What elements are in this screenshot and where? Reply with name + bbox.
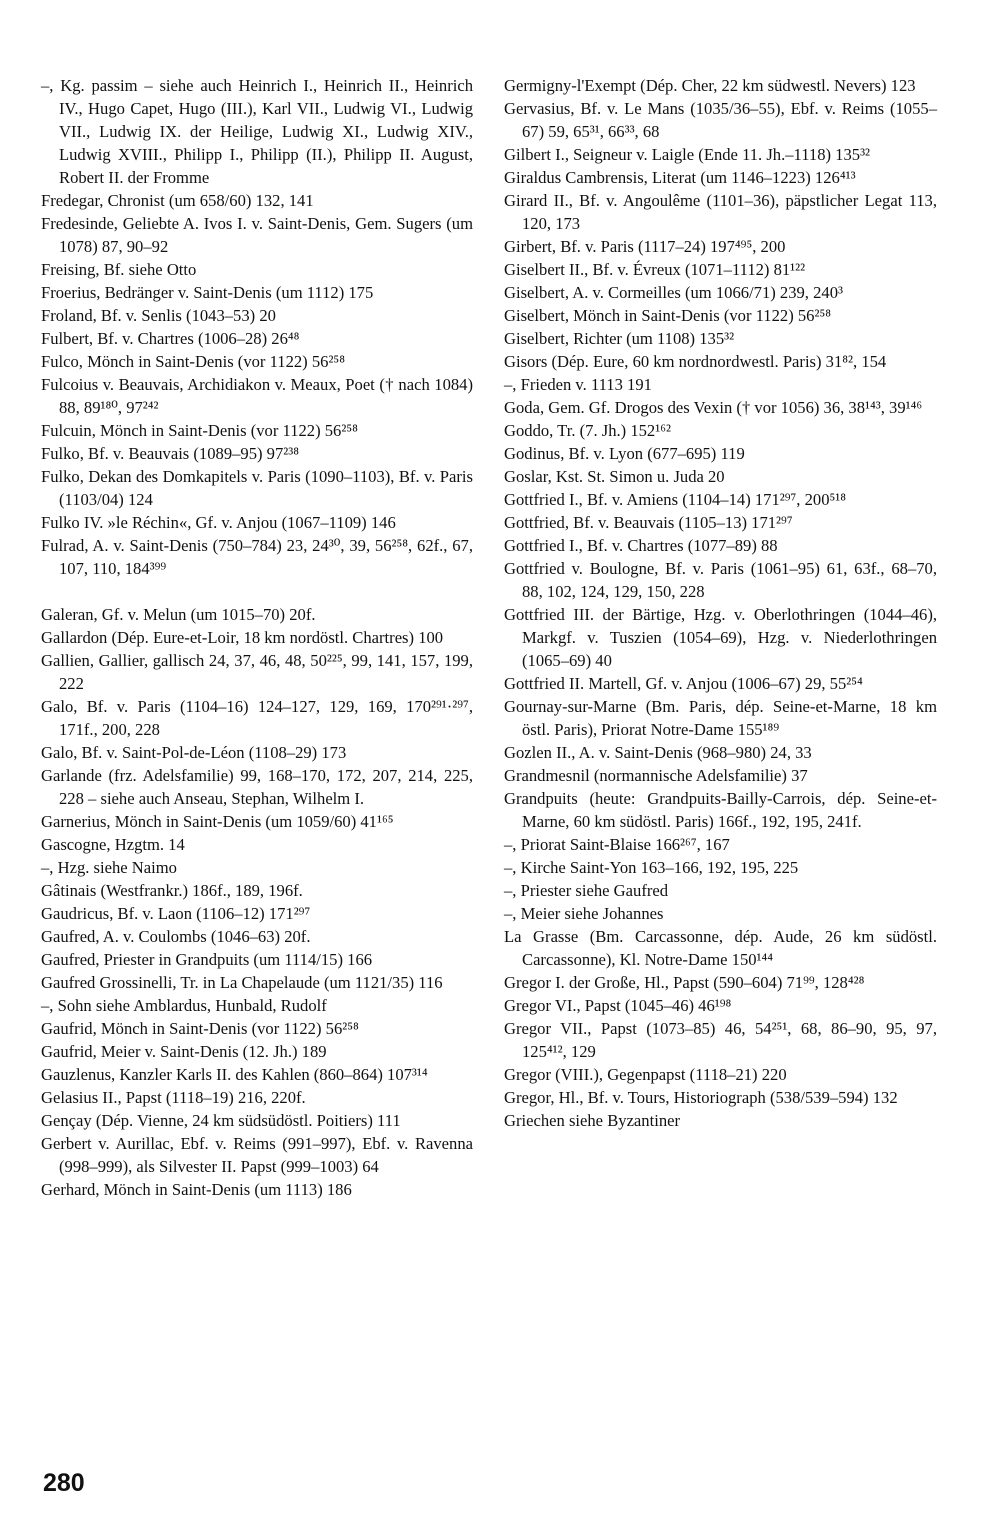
index-entry: Gregor VII., Papst (1073–85) 46, 54²⁵¹, 68, 86–90, 95, 97, 125⁴¹², 129 — [504, 1019, 937, 1061]
index-entry: Galo, Bf. v. Paris (1104–16) 124–127, 129, 169, 170²⁹¹·²⁹⁷, 171f., 200, 228 — [41, 697, 473, 739]
index-entry: Griechen siehe Byzantiner — [504, 1111, 681, 1130]
index-entry: Fulko IV. »le Réchin«, Gf. v. Anjou (1067–1109) 146 — [41, 513, 396, 532]
index-entry: Grandpuits (heute: Grandpuits-Bailly-Carrois, dép. Seine-et-Marne, 60 km südöstl. Paris) 166f., 192, 195, 241f. — [504, 789, 937, 831]
index-entry: Gençay (Dép. Vienne, 24 km südsüdöstl. Poitiers) 111 — [41, 1111, 401, 1130]
index-entry: Fulcoius v. Beauvais, Archidiakon v. Meaux, Poet († nach 1084) 88, 89¹⁸⁰, 97²⁴² — [41, 375, 473, 417]
index-entry: Fredegar, Chronist (um 658/60) 132, 141 — [41, 191, 314, 210]
index-entry: Giselbert, A. v. Cormeilles (um 1066/71) 239, 240³ — [504, 283, 843, 302]
index-entry: Gaufred Grossinelli, Tr. in La Chapelaude (um 1121/35) 116 — [41, 973, 443, 992]
index-entry: Godinus, Bf. v. Lyon (677–695) 119 — [504, 444, 745, 463]
index-entry: Gaudricus, Bf. v. Laon (1106–12) 171²⁹⁷ — [41, 904, 311, 923]
index-entry: Grandmesnil (normannische Adelsfamilie) 37 — [504, 766, 808, 785]
index-entry: La Grasse (Bm. Carcassonne, dép. Aude, 26 km südöstl. Carcassonne), Kl. Notre-Dame 150¹⁴⁴ — [504, 927, 937, 969]
index-entry: Fulrad, A. v. Saint-Denis (750–784) 23, 24³⁰, 39, 56²⁵⁸, 62f., 67, 107, 110, 184³⁹⁹ — [41, 536, 473, 578]
index-entry: –, Meier siehe Johannes — [504, 904, 664, 923]
index-entry: Gregor, Hl., Bf. v. Tours, Historiograph (538/539–594) 132 — [504, 1088, 898, 1107]
index-entry: Girard II., Bf. v. Angoulême (1101–36), päpstlicher Legat 113, 120, 173 — [504, 191, 937, 233]
index-entry: Gaufred, Priester in Grandpuits (um 1114/15) 166 — [41, 950, 373, 969]
index-entry: –, Hzg. siehe Naimo — [41, 858, 177, 877]
index-entry: Gottfried, Bf. v. Beauvais (1105–13) 171²⁹⁷ — [504, 513, 793, 532]
index-entry: Gournay-sur-Marne (Bm. Paris, dép. Seine-et-Marne, 18 km östl. Paris), Priorat Notre-Dame 155¹⁸⁹ — [504, 697, 937, 739]
index-entry: Galo, Bf. v. Saint-Pol-de-Léon (1108–29) 173 — [41, 743, 347, 762]
index-entry: Gisors (Dép. Eure, 60 km nordnordwestl. Paris) 31⁸², 154 — [504, 352, 887, 371]
index-entry: Goslar, Kst. St. Simon u. Juda 20 — [504, 467, 725, 486]
index-entry: Gerbert v. Aurillac, Ebf. v. Reims (991–997), Ebf. v. Ravenna (998–999), als Silvester II. Papst (999–1003) 64 — [41, 1134, 473, 1176]
index-entry: Garnerius, Mönch in Saint-Denis (um 1059/60) 41¹⁶⁵ — [41, 812, 394, 831]
index-entry: –, Frieden v. 1113 191 — [504, 375, 652, 394]
index-entry: Gallien, Gallier, gallisch 24, 37, 46, 48, 50²²⁵, 99, 141, 157, 199, 222 — [41, 651, 473, 693]
index-entry: Gascogne, Hzgtm. 14 — [41, 835, 185, 854]
index-entry: Germigny-l'Exempt (Dép. Cher, 22 km südwestl. Nevers) 123 — [504, 76, 916, 95]
index-entry: Goddo, Tr. (7. Jh.) 152¹⁶² — [504, 421, 671, 440]
index-entry: Garlande (frz. Adelsfamilie) 99, 168–170, 172, 207, 214, 225, 228 – siehe auch Anseau, Stephan, Wilhelm I. — [41, 766, 473, 808]
index-entry: Girbert, Bf. v. Paris (1117–24) 197⁴⁹⁵, 200 — [504, 237, 786, 256]
index-entry: Gilbert I., Seigneur v. Laigle (Ende 11. Jh.–1118) 135³² — [504, 145, 871, 164]
index-entry: Giselbert, Mönch in Saint-Denis (vor 1122) 56²⁵⁸ — [504, 306, 832, 325]
index-entry: –, Sohn siehe Amblardus, Hunbald, Rudolf — [41, 996, 327, 1015]
right-column — [504, 74, 937, 1132]
index-entry: Gozlen II., A. v. Saint-Denis (968–980) 24, 33 — [504, 743, 812, 762]
index-entry: Gallardon (Dép. Eure-et-Loir, 18 km nordöstl. Chartres) 100 — [41, 628, 444, 647]
index-entry: Froland, Bf. v. Senlis (1043–53) 20 — [41, 306, 276, 325]
index-entry: Giselbert II., Bf. v. Évreux (1071–1112) 81¹²² — [504, 260, 806, 279]
index-entry: Freising, Bf. siehe Otto — [41, 260, 197, 279]
index-entry: Giraldus Cambrensis, Literat (um 1146–1223) 126⁴¹³ — [504, 168, 856, 187]
index-entry: Gottfried I., Bf. v. Chartres (1077–89) 88 — [504, 536, 778, 555]
index-entry: Giselbert, Richter (um 1108) 135³² — [504, 329, 735, 348]
index-entry: Froerius, Bedränger v. Saint-Denis (um 1112) 175 — [41, 283, 374, 302]
index-entry: Goda, Gem. Gf. Drogos des Vexin († vor 1056) 36, 38¹⁴³, 39¹⁴⁶ — [504, 398, 923, 417]
index-entry: Fulcuin, Mönch in Saint-Denis (vor 1122) 56²⁵⁸ — [41, 421, 358, 440]
index-entry: Fulbert, Bf. v. Chartres (1006–28) 26⁴⁸ — [41, 329, 300, 348]
index-entry: Gregor (VIII.), Gegenpapst (1118–21) 220 — [504, 1065, 787, 1084]
index-entry: Gaufred, A. v. Coulombs (1046–63) 20f. — [41, 927, 311, 946]
index-entry: Gaufrid, Meier v. Saint-Denis (12. Jh.) 189 — [41, 1042, 327, 1061]
index-entry: –, Kirche Saint-Yon 163–166, 192, 195, 225 — [504, 858, 799, 877]
index-entry: Gottfried II. Martell, Gf. v. Anjou (1006–67) 29, 55²⁵⁴ — [504, 674, 863, 693]
index-entry: Fulco, Mönch in Saint-Denis (vor 1122) 56²⁵⁸ — [41, 352, 345, 371]
index-entry: –, Priorat Saint-Blaise 166²⁶⁷, 167 — [504, 835, 730, 854]
index-entry: Gaufrid, Mönch in Saint-Denis (vor 1122) 56²⁵⁸ — [41, 1019, 359, 1038]
index-entry: Gerhard, Mönch in Saint-Denis (um 1113) 186 — [41, 1180, 352, 1199]
index-entry: Gauzlenus, Kanzler Karls II. des Kahlen (860–864) 107³¹⁴ — [41, 1065, 428, 1084]
index-entry: Galeran, Gf. v. Melun (um 1015–70) 20f. — [41, 605, 316, 624]
index-entry: Fulko, Dekan des Domkapitels v. Paris (1090–1103), Bf. v. Paris (1103/04) 124 — [41, 467, 473, 509]
index-entry: Gelasius II., Papst (1118–19) 216, 220f. — [41, 1088, 306, 1107]
index-entry: –, Kg. passim – siehe auch Heinrich I., Heinrich II., Heinrich IV., Hugo Capet, Hugo (III.), Karl VII., Ludwig VI., Ludwig VII., Ludwig IX. der Heilige, Ludwig XI., Ludwig XIV., Ludwig XVIII., Philipp I., Philipp (II.), Philipp II. August, Robert II. der Fromme — [41, 76, 473, 187]
index-entry: Gervasius, Bf. v. Le Mans (1035/36–55), Ebf. v. Reims (1055–67) 59, 65³¹, 66³³, 68 — [504, 99, 937, 141]
index-entry: Gottfried I., Bf. v. Amiens (1104–14) 171²⁹⁷, 200⁵¹⁸ — [504, 490, 847, 509]
index-entry: Gottfried v. Boulogne, Bf. v. Paris (1061–95) 61, 63f., 68–70, 88, 102, 124, 129, 150, 228 — [504, 559, 937, 601]
left-column — [41, 74, 473, 1201]
index-entry: Gottfried III. der Bärtige, Hzg. v. Oberlothringen (1044–46), Markgf. v. Tuszien (1054–69), Hzg. v. Niederlothringen (1065–69) 40 — [504, 605, 937, 670]
index-entry: –, Priester siehe Gaufred — [504, 881, 669, 900]
index-entry: Fulko, Bf. v. Beauvais (1089–95) 97²³⁸ — [41, 444, 300, 463]
index-entry: Gregor I. der Große, Hl., Papst (590–604) 71⁹⁹, 128⁴²⁸ — [504, 973, 865, 992]
index-entry: Gâtinais (Westfrankr.) 186f., 189, 196f. — [41, 881, 303, 900]
page-number: 280 — [43, 1469, 85, 1497]
index-entry: Fredesinde, Geliebte A. Ivos I. v. Saint-Denis, Gem. Sugers (um 1078) 87, 90–92 — [41, 214, 473, 256]
index-entry: Gregor VI., Papst (1045–46) 46¹⁹⁸ — [504, 996, 732, 1015]
